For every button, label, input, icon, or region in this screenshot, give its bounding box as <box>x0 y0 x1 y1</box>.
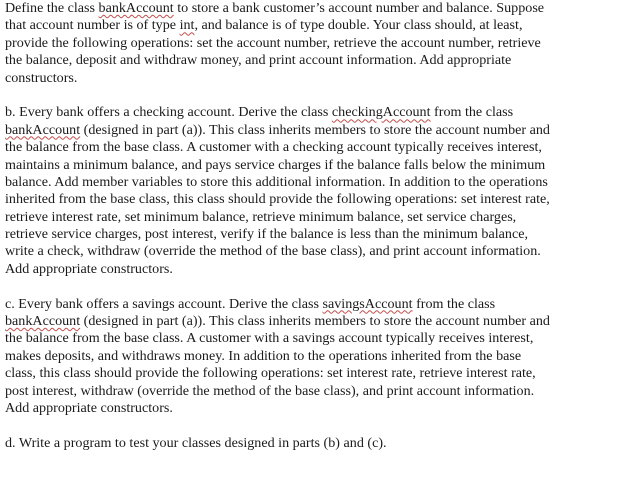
text-run: c. Every bank offers a savings account. Derive the class <box>5 295 323 312</box>
text-run: to store a bank customer’s account number and balance. Suppose <box>173 0 545 16</box>
text-run: b. Every bank offers a checking account. Derive the class <box>5 104 332 121</box>
spellcheck-flagged-word: int <box>179 17 195 34</box>
text-run: Define the class <box>5 0 99 16</box>
text-line <box>5 174 629 191</box>
text-line <box>5 122 629 139</box>
text-line <box>5 157 629 174</box>
text-run: , and balance is of type double. Your class should, at least, <box>194 17 523 34</box>
spellcheck-flagged-word: checkingAccount <box>331 104 431 121</box>
document-body <box>5 0 629 452</box>
text-run: provide the following operations: set the account number, retrieve the account number, retrieve <box>5 34 541 51</box>
text-line <box>5 365 629 382</box>
text-line <box>5 139 629 156</box>
text-run: the balance, deposit and withdraw money, and print account information. Add appropriate <box>5 52 512 69</box>
text-run: d. Write a program to test your classes designed in parts (b) and (c). <box>5 434 387 451</box>
text-run: constructors. <box>5 69 78 86</box>
text-run: the balance from the base class. A customer with a savings account typically receives interest, <box>5 330 534 347</box>
text-run: (designed in part (a)). This class inherits members to store the account number and <box>80 313 550 330</box>
text-run: Add appropriate constructors. <box>5 260 173 277</box>
text-line <box>5 17 629 34</box>
text-line <box>5 35 629 52</box>
text-run: inherited from the base class, this class should provide the following operations: set interest rate, <box>5 191 550 208</box>
text-run: Add appropriate constructors. <box>5 399 173 416</box>
text-line <box>5 400 629 417</box>
text-run: makes deposits, and withdraws money. In addition to the operations inherited from the base <box>5 347 522 364</box>
text-line <box>5 261 629 278</box>
text-line <box>5 243 629 260</box>
paragraph-d <box>5 435 629 452</box>
text-run: post interest, withdraw (override the method of the base class), and print account information. <box>5 382 535 399</box>
spellcheck-flagged-word: savingsAccount <box>322 295 413 312</box>
paragraph-gap <box>5 278 629 295</box>
text-line <box>5 209 629 226</box>
text-line <box>5 330 629 347</box>
text-line <box>5 435 629 452</box>
text-line <box>5 0 629 17</box>
text-line <box>5 348 629 365</box>
text-run: retrieve service charges, post interest, verify if the balance is less than the minimum balance, <box>5 226 528 243</box>
text-run: that account number is of type <box>5 17 180 34</box>
text-run: retrieve interest rate, set minimum balance, retrieve minimum balance, set service charges, <box>5 208 517 225</box>
spellcheck-flagged-word: bankAccount <box>5 313 81 330</box>
text-run: balance. Add member variables to store this additional information. In addition to the operations <box>5 173 548 190</box>
text-run: (designed in part (a)). This class inherits members to store the account number and <box>80 121 550 138</box>
text-line <box>5 226 629 243</box>
text-line <box>5 52 629 69</box>
paragraph-b <box>5 104 629 278</box>
text-run: maintains a minimum balance, and pays service charges if the balance falls below the minimum <box>5 156 546 173</box>
spellcheck-flagged-word: bankAccount <box>98 0 174 16</box>
text-line <box>5 383 629 400</box>
paragraph-c <box>5 296 629 418</box>
text-line <box>5 313 629 330</box>
text-line <box>5 104 629 121</box>
text-run: from the class <box>430 104 514 121</box>
text-line <box>5 70 629 87</box>
text-line <box>5 191 629 208</box>
spellcheck-flagged-word: bankAccount <box>5 121 81 138</box>
text-run: write a check, withdraw (override the method of the base class), and print account information. <box>5 243 541 260</box>
text-line <box>5 296 629 313</box>
text-run: from the class <box>412 295 496 312</box>
text-run: the balance from the base class. A customer with a checking account typically receives interest, <box>5 139 542 156</box>
text-run: class, this class should provide the following operations: set interest rate, retrieve interest rate, <box>5 365 536 382</box>
paragraph-gap <box>5 417 629 434</box>
paragraph-a <box>5 0 629 87</box>
paragraph-gap <box>5 87 629 104</box>
